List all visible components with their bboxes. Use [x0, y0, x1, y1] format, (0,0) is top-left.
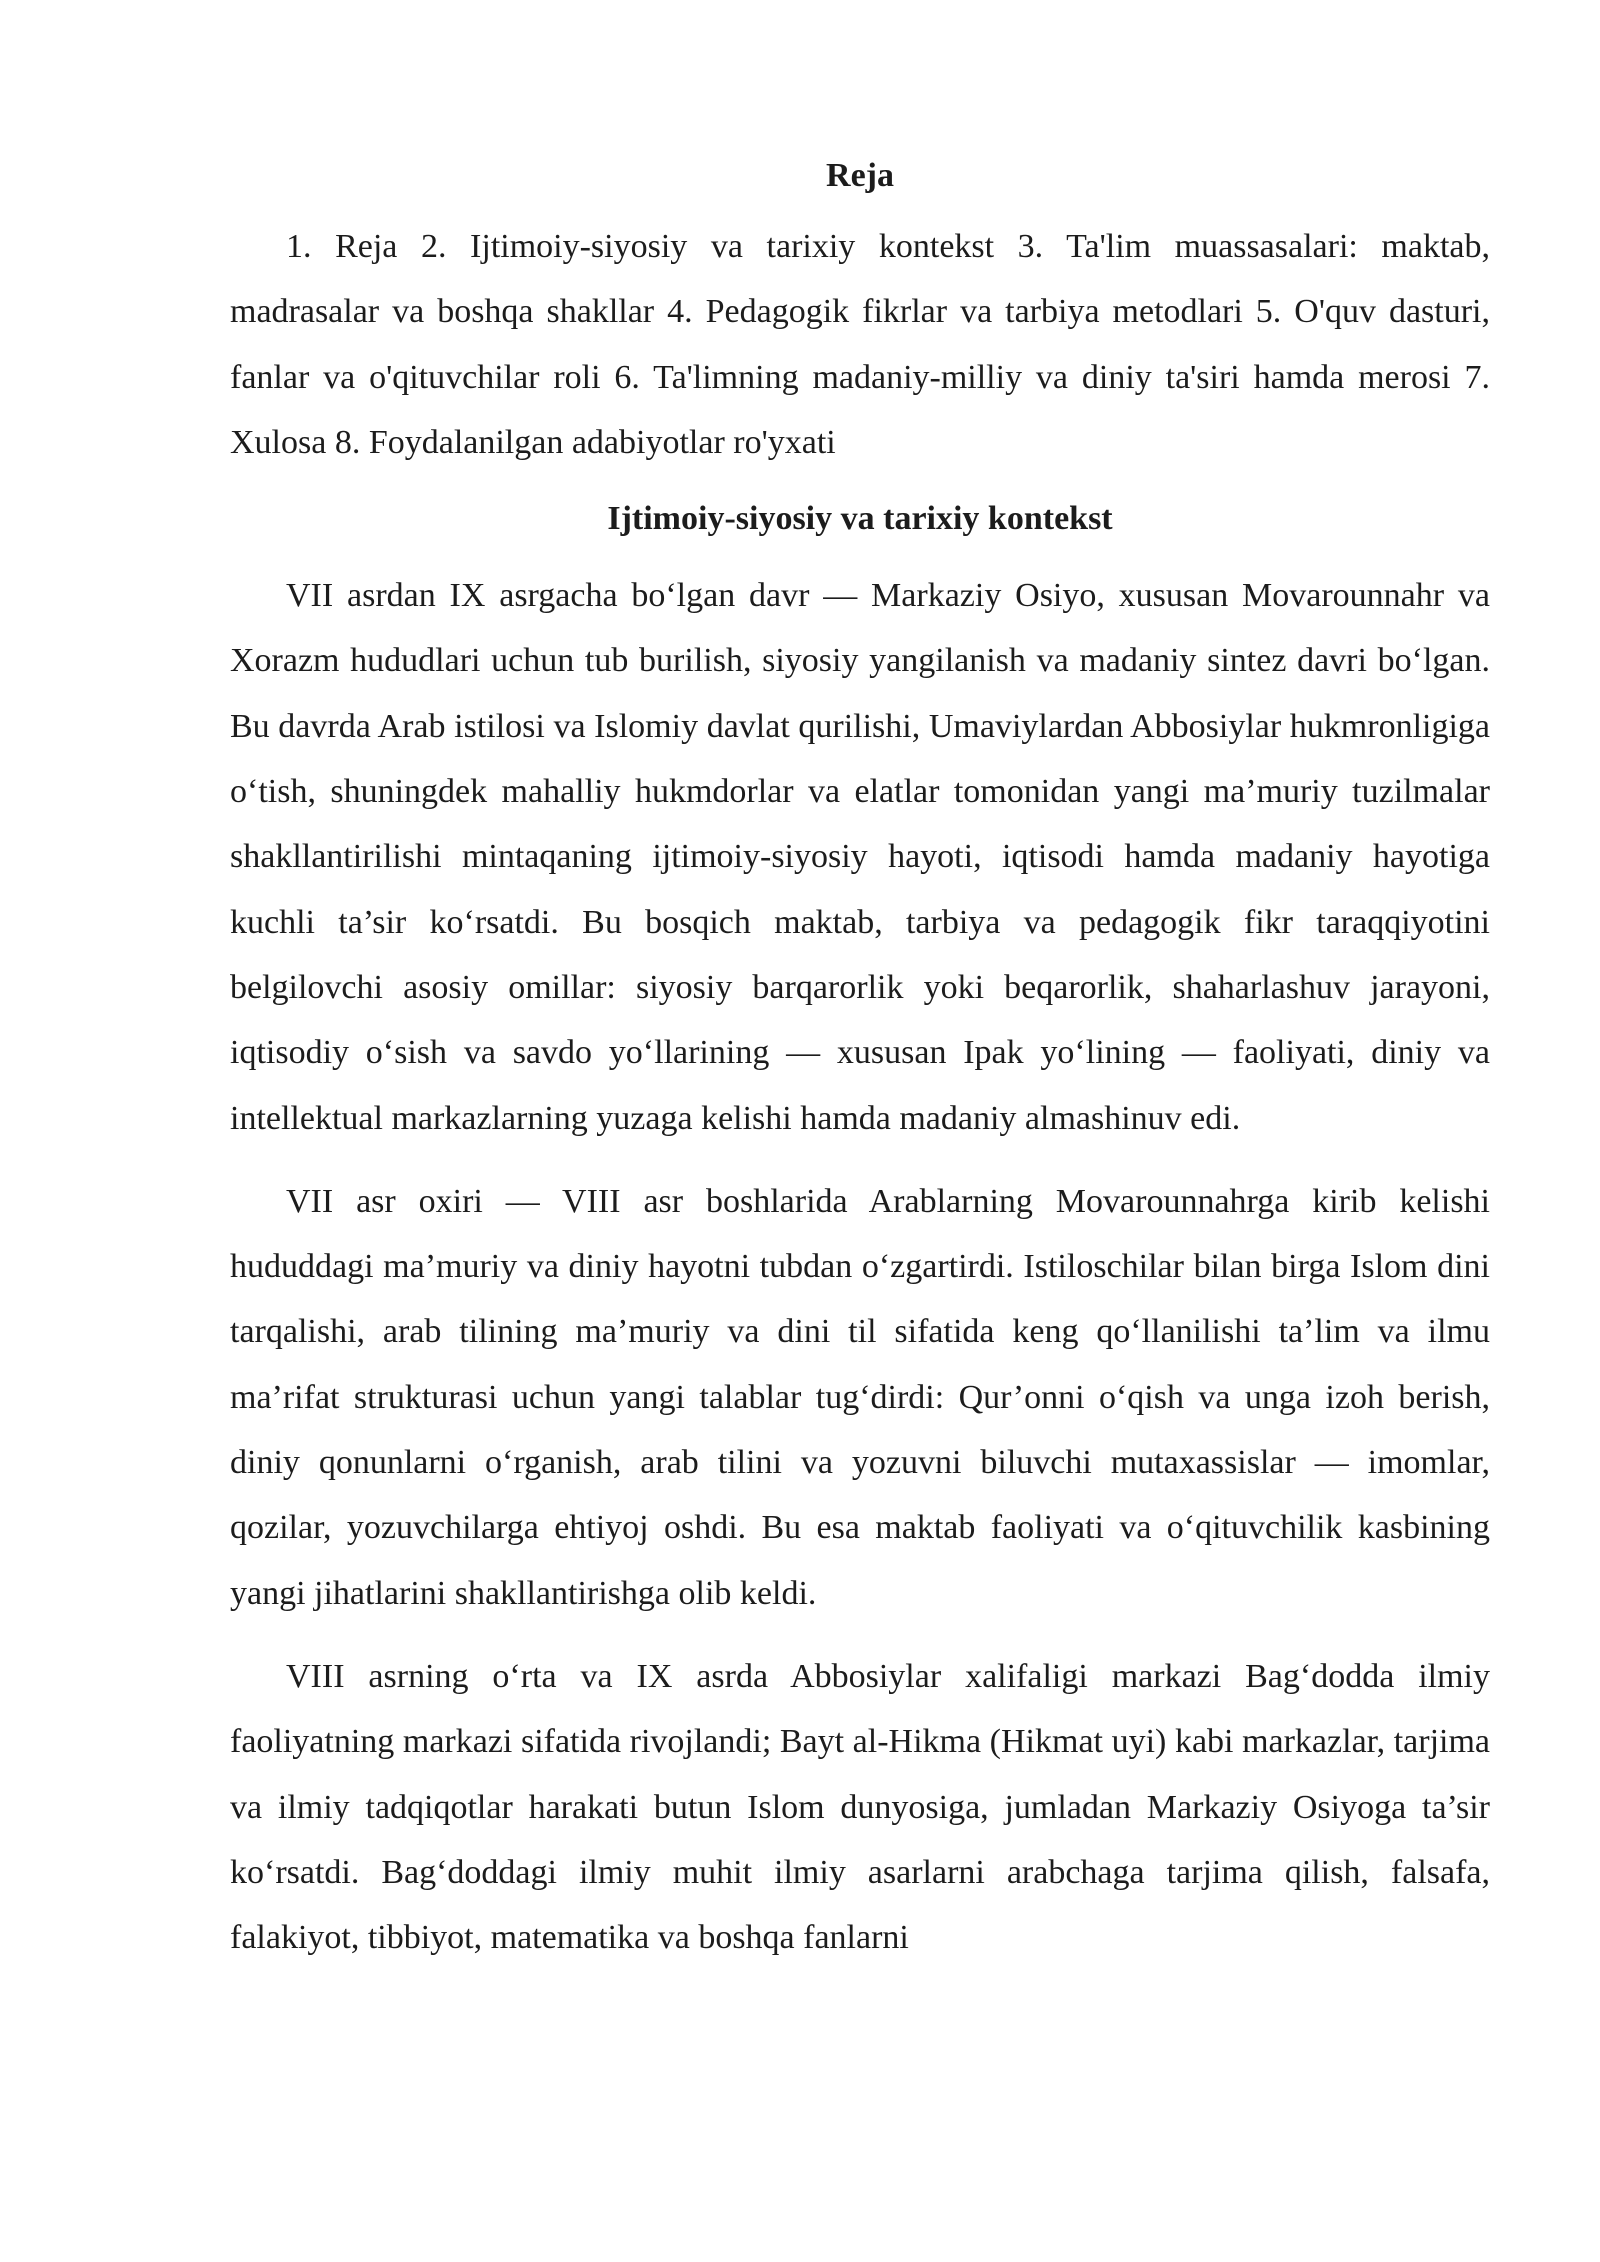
document-page: [230, 150, 1490, 1970]
body-paragraph-3: VIII asrning o‘rta va IX asrda Abbosiylar xalifaligi markazi Bag‘dodda ilmiy faoliyatning markazi sifatida rivojlandi; Bayt al-Hikma (Hikmat uyi) kabi markazlar, tarjima va ilmiy tadqiqotlar harakati butun Islom dunyosiga, jumladan Markaziy Osiyoga ta’sir ko‘rsatdi. Bag‘doddagi ilmiy muhit ilmiy asarlarni arabchaga tarjima qilish, falsafa, falakiyot, tibbiyot, matematika va boshqa fanlarni: [230, 1657, 1490, 1957]
section-title: Ijtimoiy-siyosiy va tarixiy kontekst: [607, 500, 1113, 538]
body-paragraph-1: VII asrdan IX asrgacha bo‘lgan davr — Markaziy Osiyo, xususan Movarounnahr va Xorazm hududlari uchun tub burilish, siyosiy yangilanish va madaniy sintez davri bo‘lgan. Bu davrda Arab istilosi va Islomiy davlat qurilishi, Umaviylardan Abbosiylar hukmronligiga o‘tish, shuningdek mahalliy hukmdorlar va elatlar tomonidan yangi ma’muriy tuzilmalar shakllantirilishi mintaqaning ijtimoiy-siyosiy hayoti, iqtisodi hamda madaniy hayotiga kuchli ta’sir ko‘rsatdi. Bu bosqich maktab, tarbiya va pedagogik fikr taraqqiyotini belgilovchi asosiy omillar: siyosiy barqarorlik yoki beqarorlik, shaharlashuv jarayoni, iqtisodiy o‘sish va savdo yo‘llarining — xususan Ipak yo‘lining — faoliyati, diniy va intellektual markazlarning yuzaga kelishi hamda madaniy almashinuv edi.: [230, 577, 1490, 1137]
plan-list-paragraph: 1. Reja 2. Ijtimoiy-siyosiy va tarixiy kontekst 3. Ta'lim muassasalari: maktab, madrasalar va boshqa shakllar 4. Pedagogik fikrlar va tarbiya metodlari 5. O'quv dasturi, fanlar va o'qituvchilar roli 6. Ta'limning madaniy-milliy va diniy ta'siri hamda merosi 7. Xulosa 8. Foydalanilgan adabiyotlar ro'yxati: [230, 228, 1490, 461]
body-paragraph-2: VII asr oxiri — VIII asr boshlarida Arablarning Movarounnahrga kirib kelishi hududdagi ma’muriy va diniy hayotni tubdan o‘zgartirdi. Istiloschilar bilan birga Islom dini tarqalishi, arab tilining ma’muriy va dini til sifatida keng qo‘llanilishi ta’lim va ilmu ma’rifat strukturasi uchun yangi talablar tug‘dirdi: Qur’onni o‘qish va unga izoh berish, diniy qonunlarni o‘rganish, arab tilini va yozuvni biluvchi mutaxassislar — imomlar, qozilar, yozuvchilarga ehtiyoj oshdi. Bu esa maktab faoliyati va o‘qituvchilik kasbining yangi jihatlarini shakllantirishga olib keldi.: [230, 1182, 1490, 1612]
plan-title: Reja: [826, 157, 894, 194]
